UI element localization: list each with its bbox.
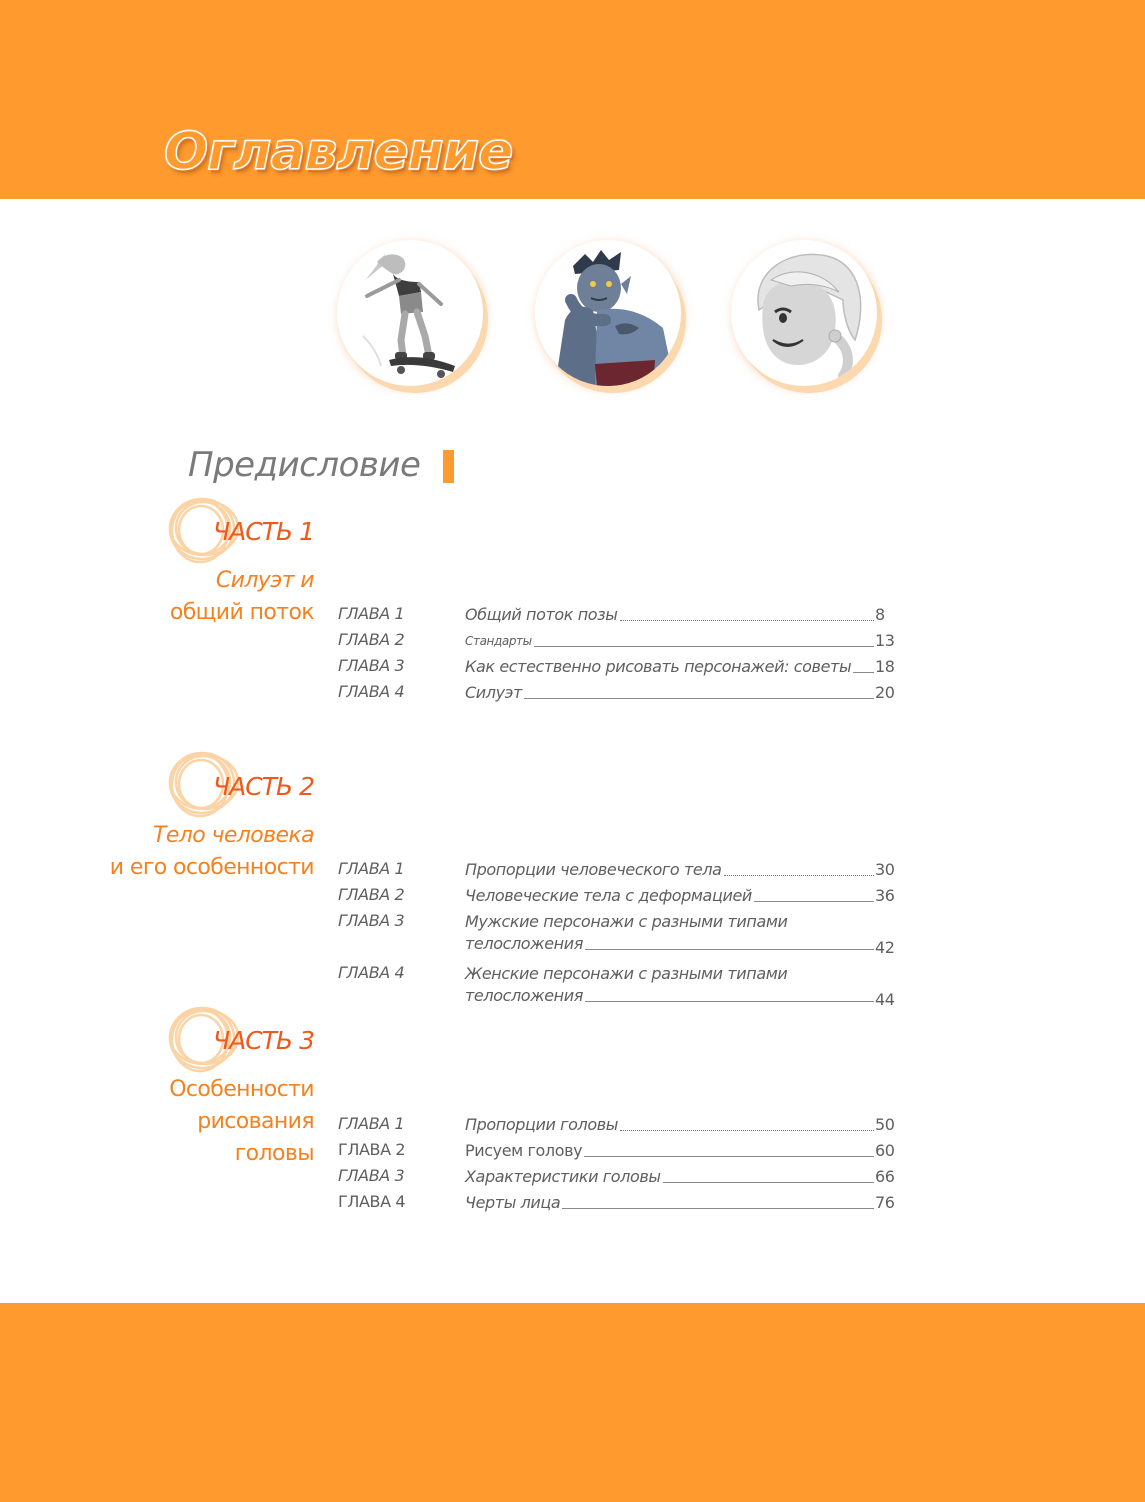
chapter-title-continued: телосложения [465, 986, 583, 1005]
chapter-title: Силуэт [465, 683, 522, 702]
part-2-title [110, 820, 314, 884]
part-1-title [170, 565, 314, 629]
chapter-label: ГЛАВА 4 [338, 963, 405, 982]
leader-dots [584, 1155, 874, 1157]
page-number: 36 [875, 886, 895, 905]
chapter-title: Общий поток позы [465, 605, 618, 624]
part-2-label: ЧАСТЬ 2 [213, 772, 314, 801]
page-number: 20 [875, 683, 895, 702]
part-title-line: Тело человека [152, 823, 314, 848]
chapter-label: ГЛАВА 2 [338, 1140, 406, 1159]
chapter-title: Женские персонажи с разными типами [465, 964, 788, 983]
chapter-title: Мужские персонажи с разными типами [465, 912, 788, 931]
leader-dots [853, 671, 874, 673]
toc-entry[interactable] [338, 859, 898, 881]
chapter-label: ГЛАВА 1 [338, 604, 405, 623]
chapter-title: Пропорции человеческого тела [465, 860, 722, 879]
page-number: 50 [875, 1115, 895, 1134]
page-number: 76 [875, 1193, 895, 1212]
leader-dots [562, 1207, 874, 1209]
chapter-label: ГЛАВА 1 [338, 859, 405, 878]
toc-entry[interactable] [338, 963, 898, 1011]
chapter-title: Как естественно рисовать персонажей: советы [465, 657, 852, 676]
page-title: Оглавление [164, 122, 513, 182]
page-number: 66 [875, 1167, 895, 1186]
preface-heading[interactable]: Предисловие [188, 445, 421, 485]
part-3-label: ЧАСТЬ 3 [213, 1026, 314, 1055]
chapter-label: ГЛАВА 3 [338, 911, 405, 930]
part-1-label: ЧАСТЬ 1 [213, 517, 314, 546]
muscular-man-illustration [535, 240, 681, 386]
chapter-label: ГЛАВА 3 [338, 1166, 405, 1185]
page-number: 42 [875, 938, 895, 957]
chapter-label: ГЛАВА 3 [338, 656, 405, 675]
page-number: 30 [875, 860, 895, 879]
chapter-title-continued: телосложения [465, 934, 583, 953]
smiling-woman-face-illustration [731, 240, 877, 386]
toc-entry[interactable] [338, 1166, 898, 1188]
toc-entry[interactable] [338, 604, 898, 626]
part-title-line: Силуэт и [215, 568, 314, 593]
page-number: 13 [875, 631, 895, 650]
toc-entry[interactable] [338, 885, 898, 907]
chapter-title: Пропорции головы [465, 1115, 619, 1134]
footer-band [0, 1303, 1145, 1502]
toc-entry[interactable] [338, 1192, 898, 1214]
chapter-label: ГЛАВА 1 [338, 1114, 405, 1133]
chapter-title: Человеческие тела с деформацией [465, 886, 752, 905]
chapter-label: ГЛАВА 2 [338, 630, 405, 649]
leader-dots [620, 1129, 874, 1131]
part-3-title [169, 1074, 314, 1170]
leader-dots [754, 900, 874, 902]
leader-dots [663, 1181, 874, 1183]
leader-dots [585, 1000, 874, 1002]
page-number: 60 [875, 1141, 895, 1160]
chapter-label: ГЛАВА 4 [338, 1192, 406, 1211]
preface-marker [443, 450, 454, 483]
leader-dots [620, 619, 874, 621]
page-number: 8 [875, 605, 885, 624]
toc-entry[interactable] [338, 911, 898, 959]
toc-entry[interactable] [338, 1114, 898, 1136]
part-title-line: головы [234, 1141, 314, 1166]
chapter-label: ГЛАВА 2 [338, 885, 405, 904]
leader-dots [585, 948, 874, 950]
chapter-title: Черты лица [465, 1193, 561, 1212]
part-title-line: Особенности [169, 1077, 314, 1102]
leader-dots [724, 874, 874, 876]
leader-dots [524, 697, 874, 699]
chapter-title: Стандарты [465, 634, 532, 648]
chapter-label: ГЛАВА 4 [338, 682, 405, 701]
part-title-line: общий поток [169, 600, 314, 625]
toc-entry[interactable] [338, 1140, 898, 1162]
part-title-line: и его особенности [109, 855, 314, 880]
toc-entry[interactable] [338, 656, 898, 678]
leader-dots [534, 645, 874, 647]
toc-entry[interactable] [338, 630, 898, 652]
page-number: 18 [875, 657, 895, 676]
part-title-line: рисования [197, 1109, 314, 1134]
chapter-title: Характеристики головы [465, 1167, 661, 1186]
chapter-title: Рисуем голову [465, 1141, 583, 1160]
skateboarder-girl-illustration [337, 240, 483, 386]
page-number: 44 [875, 990, 895, 1009]
toc-entry[interactable] [338, 682, 898, 704]
